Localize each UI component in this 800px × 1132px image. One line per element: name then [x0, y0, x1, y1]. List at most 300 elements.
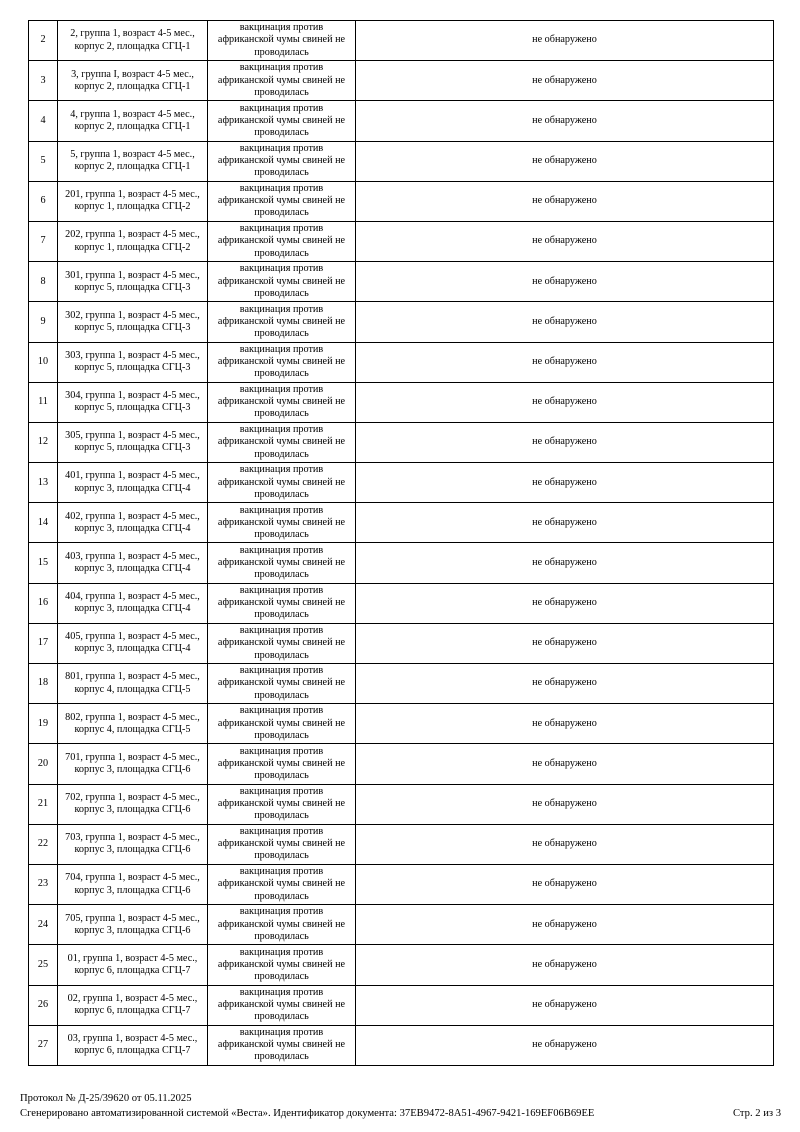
vaccination-cell-text: проводилась	[254, 810, 309, 822]
vaccination-cell-text: вакцинация против	[239, 183, 324, 195]
row-number-cell	[29, 221, 58, 261]
result-cell-text: не обнаружено	[532, 74, 597, 86]
result-cell-text: не обнаружено	[532, 878, 597, 890]
vaccination-cell	[208, 744, 356, 784]
row-number-cell-text: 21	[37, 798, 49, 810]
vaccination-cell-text: проводилась	[254, 448, 309, 460]
row-number-cell-text: 2	[40, 34, 46, 46]
vaccination-cell	[208, 985, 356, 1025]
result-cell-text: не обнаружено	[532, 958, 597, 970]
sample-name-cell-text: 303, группа 1, возраст 4-5 мес.,	[65, 349, 200, 361]
row-number-cell	[29, 543, 58, 583]
sample-name-cell-text: корпус 5, площадка СГЦ-3	[74, 442, 191, 454]
result-cell-text: не обнаружено	[532, 355, 597, 367]
result-cell-text: не обнаружено	[532, 597, 597, 609]
vaccination-cell-text: вакцинация против	[239, 464, 324, 476]
vaccination-cell-text: вакцинация против	[239, 263, 324, 275]
results-table	[28, 20, 774, 1066]
sample-name-cell-text: 403, группа 1, возраст 4-5 мес.,	[65, 550, 200, 562]
sample-name-cell-text: корпус 3, площадка СГЦ-4	[74, 482, 191, 494]
vaccination-cell-text: африканской чумы свиней не	[217, 436, 346, 448]
row-number-cell-text: 20	[37, 757, 49, 769]
vaccination-cell-text: вакцинация против	[239, 544, 324, 556]
result-cell-text: не обнаружено	[532, 677, 597, 689]
result-cell-text: не обнаружено	[532, 556, 597, 568]
vaccination-cell-text: африканской чумы свиней не	[217, 235, 346, 247]
vaccination-cell-text: проводилась	[254, 971, 309, 982]
sample-name-cell-text: корпус 3, площадка СГЦ-6	[74, 763, 191, 775]
result-cell-text: не обнаружено	[532, 396, 597, 408]
vaccination-cell-text: африканской чумы свиней не	[217, 396, 346, 408]
vaccination-cell-text: африканской чумы свиней не	[217, 114, 346, 126]
vaccination-cell-text: вакцинация против	[239, 785, 324, 797]
vaccination-cell	[208, 583, 356, 623]
result-cell	[356, 945, 774, 985]
vaccination-cell-text: проводилась	[254, 127, 309, 139]
row-number-cell-text: 13	[37, 476, 49, 488]
vaccination-cell-text: вакцинация против	[239, 826, 324, 838]
sample-name-cell-text: 02, группа 1, возраст 4-5 мес.,	[67, 992, 198, 1004]
row-number-cell	[29, 21, 58, 61]
vaccination-cell-text: вакцинация против	[239, 303, 324, 315]
table-row	[29, 181, 774, 221]
row-number-cell	[29, 302, 58, 342]
vaccination-cell	[208, 302, 356, 342]
vaccination-cell-text: африканской чумы свиней не	[217, 717, 346, 729]
sample-name-cell-text: корпус 3, площадка СГЦ-4	[74, 603, 191, 615]
vaccination-cell-text: вакцинация против	[239, 625, 324, 637]
sample-name-cell-text: 801, группа 1, возраст 4-5 мес.,	[65, 671, 200, 683]
row-number-cell	[29, 463, 58, 503]
table-row	[29, 342, 774, 382]
table-row	[29, 422, 774, 462]
vaccination-cell-text: проводилась	[254, 528, 309, 540]
result-cell	[356, 262, 774, 302]
row-number-cell-text: 17	[37, 637, 49, 649]
vaccination-cell-text: вакцинация против	[239, 343, 324, 355]
row-number-cell-text: 11	[38, 396, 48, 408]
sample-name-cell-text: 702, группа 1, возраст 4-5 мес.,	[65, 791, 200, 803]
sample-name-cell-text: корпус 6, площадка СГЦ-7	[74, 964, 191, 976]
table-row	[29, 101, 774, 141]
vaccination-cell-text: африканской чумы свиней не	[217, 597, 346, 609]
sample-name-cell	[58, 945, 208, 985]
result-cell-text: не обнаружено	[532, 717, 597, 729]
vaccination-cell-text: африканской чумы свиней не	[217, 958, 346, 970]
vaccination-cell-text: проводилась	[254, 649, 309, 661]
vaccination-cell-text: проводилась	[254, 609, 309, 621]
row-number-cell-text: 7	[40, 235, 46, 247]
vaccination-cell	[208, 463, 356, 503]
row-number-cell	[29, 985, 58, 1025]
vaccination-cell-text: вакцинация против	[239, 424, 324, 436]
vaccination-cell	[208, 181, 356, 221]
sample-name-cell	[58, 664, 208, 704]
table-row	[29, 61, 774, 101]
vaccination-cell-text: африканской чумы свиней не	[217, 155, 346, 167]
result-cell-text: не обнаружено	[532, 838, 597, 850]
table-row	[29, 704, 774, 744]
sample-name-cell	[58, 905, 208, 945]
document-identifier: Сгенерировано автоматизированной системой «Веста». Идентификатор документа: 37EB9472-8A51-4967-9421-169EF06B69EE	[20, 1108, 595, 1119]
row-number-cell	[29, 101, 58, 141]
vaccination-cell-text: проводилась	[254, 729, 309, 741]
sample-name-cell-text: корпус 5, площадка СГЦ-3	[74, 321, 191, 333]
vaccination-cell	[208, 21, 356, 61]
vaccination-cell-text: африканской чумы свиней не	[217, 315, 346, 327]
table-row	[29, 302, 774, 342]
sample-name-cell	[58, 744, 208, 784]
result-cell	[356, 503, 774, 543]
vaccination-cell-text: проводилась	[254, 167, 309, 179]
sample-name-cell	[58, 101, 208, 141]
row-number-cell-text: 24	[37, 918, 49, 930]
table-row	[29, 824, 774, 864]
vaccination-cell	[208, 945, 356, 985]
vaccination-cell-text: африканской чумы свиней не	[217, 1039, 346, 1051]
row-number-cell-text: 16	[37, 597, 49, 609]
vaccination-cell-text: африканской чумы свиней не	[217, 677, 346, 689]
sample-name-cell-text: корпус 5, площадка СГЦ-3	[74, 362, 191, 374]
sample-name-cell	[58, 543, 208, 583]
table-row	[29, 543, 774, 583]
result-cell-text: не обнаружено	[532, 998, 597, 1010]
sample-name-cell	[58, 583, 208, 623]
table-row	[29, 21, 774, 61]
sample-name-cell-text: 404, группа 1, возраст 4-5 мес.,	[65, 591, 200, 603]
protocol-number: Протокол № Д-25/39620 от 05.11.2025	[20, 1093, 192, 1104]
vaccination-cell-text: проводилась	[254, 207, 309, 219]
row-number-cell-text: 12	[37, 436, 49, 448]
vaccination-cell-text: вакцинация против	[239, 142, 324, 154]
row-number-cell	[29, 262, 58, 302]
sample-name-cell-text: корпус 6, площадка СГЦ-7	[74, 1005, 191, 1017]
vaccination-cell-text: африканской чумы свиней не	[217, 195, 346, 207]
sample-name-cell-text: корпус 3, площадка СГЦ-6	[74, 804, 191, 816]
vaccination-cell-text: африканской чумы свиней не	[217, 838, 346, 850]
vaccination-cell-text: проводилась	[254, 930, 309, 942]
row-number-cell	[29, 744, 58, 784]
table-row	[29, 382, 774, 422]
vaccination-cell-text: проводилась	[254, 328, 309, 339]
results-table-body	[29, 21, 774, 1066]
vaccination-cell-text: проводилась	[254, 1011, 309, 1023]
row-number-cell	[29, 664, 58, 704]
row-number-cell-text: 10	[37, 355, 49, 367]
result-cell	[356, 101, 774, 141]
vaccination-cell-text: проводилась	[254, 488, 309, 500]
vaccination-cell-text: африканской чумы свиней не	[217, 637, 346, 649]
page-number: Стр. 2 из 3	[732, 1108, 781, 1119]
sample-name-cell	[58, 382, 208, 422]
result-cell-text: не обнаружено	[532, 195, 597, 207]
row-number-cell-text: 15	[37, 556, 49, 568]
sample-name-cell	[58, 704, 208, 744]
vaccination-cell	[208, 422, 356, 462]
vaccination-cell	[208, 221, 356, 261]
vaccination-cell	[208, 101, 356, 141]
row-number-cell-text: 23	[37, 878, 49, 890]
vaccination-cell	[208, 664, 356, 704]
sample-name-cell-text: 802, группа 1, возраст 4-5 мес.,	[65, 711, 200, 723]
table-row	[29, 784, 774, 824]
result-cell	[356, 422, 774, 462]
vaccination-cell	[208, 784, 356, 824]
row-number-cell-text: 18	[37, 677, 49, 689]
vaccination-cell-text: вакцинация против	[239, 866, 324, 878]
sample-name-cell	[58, 181, 208, 221]
table-row	[29, 1025, 774, 1065]
vaccination-cell-text: вакцинация против	[239, 383, 324, 395]
sample-name-cell-text: 5, группа 1, возраст 4-5 мес.,	[70, 148, 195, 160]
generated-footer	[20, 1108, 781, 1119]
sample-name-cell-text: 301, группа 1, возраст 4-5 мес.,	[65, 269, 200, 281]
row-number-cell	[29, 503, 58, 543]
vaccination-cell-text: проводилась	[254, 287, 309, 299]
sample-name-cell-text: корпус 3, площадка СГЦ-6	[74, 884, 191, 896]
result-cell-text: не обнаружено	[532, 155, 597, 167]
sample-name-cell	[58, 342, 208, 382]
row-number-cell-text: 9	[40, 315, 46, 327]
result-cell	[356, 583, 774, 623]
result-cell	[356, 543, 774, 583]
vaccination-cell	[208, 342, 356, 382]
vaccination-cell-text: африканской чумы свиней не	[217, 516, 346, 528]
result-cell	[356, 21, 774, 61]
vaccination-cell	[208, 704, 356, 744]
table-row	[29, 503, 774, 543]
row-number-cell	[29, 623, 58, 663]
sample-name-cell-text: 401, группа 1, возраст 4-5 мес.,	[65, 470, 200, 482]
row-number-cell-text: 25	[37, 958, 49, 970]
sample-name-cell	[58, 1025, 208, 1065]
vaccination-cell-text: проводилась	[254, 569, 309, 581]
row-number-cell-text: 4	[40, 114, 46, 126]
vaccination-cell-text: проводилась	[254, 86, 309, 98]
sample-name-cell-text: 701, группа 1, возраст 4-5 мес.,	[65, 751, 200, 763]
vaccination-cell-text: африканской чумы свиней не	[217, 556, 346, 568]
sample-name-cell-text: корпус 2, площадка СГЦ-1	[74, 120, 191, 132]
vaccination-cell-text: вакцинация против	[239, 584, 324, 596]
sample-name-cell-text: 01, группа 1, возраст 4-5 мес.,	[67, 952, 198, 964]
vaccination-cell-text: африканской чумы свиней не	[217, 476, 346, 488]
vaccination-cell-text: африканской чумы свиней не	[217, 34, 346, 46]
vaccination-cell-text: африканской чумы свиней не	[217, 275, 346, 287]
result-cell	[356, 302, 774, 342]
vaccination-cell-text: вакцинация против	[239, 705, 324, 717]
row-number-cell	[29, 784, 58, 824]
vaccination-cell-text: проводилась	[254, 408, 309, 420]
vaccination-cell-text: проводилась	[254, 247, 309, 259]
row-number-cell	[29, 61, 58, 101]
row-number-cell-text: 3	[40, 74, 46, 86]
row-number-cell	[29, 704, 58, 744]
sample-name-cell-text: корпус 1, площадка СГЦ-2	[74, 201, 191, 213]
vaccination-cell	[208, 503, 356, 543]
sample-name-cell	[58, 864, 208, 904]
sample-name-cell-text: корпус 3, площадка СГЦ-6	[74, 924, 191, 936]
vaccination-cell	[208, 864, 356, 904]
vaccination-cell-text: вакцинация против	[239, 986, 324, 998]
table-row	[29, 945, 774, 985]
sample-name-cell-text: 705, группа 1, возраст 4-5 мес.,	[65, 912, 200, 924]
result-cell	[356, 985, 774, 1025]
vaccination-cell-text: проводилась	[254, 1051, 309, 1063]
sample-name-cell-text: корпус 2, площадка СГЦ-1	[74, 161, 191, 173]
sample-name-cell-text: 704, группа 1, возраст 4-5 мес.,	[65, 872, 200, 884]
row-number-cell	[29, 905, 58, 945]
vaccination-cell-text: африканской чумы свиней не	[217, 878, 346, 890]
sample-name-cell-text: 201, группа 1, возраст 4-5 мес.,	[65, 189, 200, 201]
row-number-cell-text: 5	[40, 155, 46, 167]
vaccination-cell	[208, 1025, 356, 1065]
row-number-cell	[29, 141, 58, 181]
sample-name-cell-text: корпус 1, площадка СГЦ-2	[74, 241, 191, 253]
vaccination-cell-text: вакцинация против	[239, 946, 324, 958]
table-row	[29, 141, 774, 181]
sample-name-cell	[58, 221, 208, 261]
vaccination-cell-text: проводилась	[254, 46, 309, 58]
sample-name-cell-text: 302, группа 1, возраст 4-5 мес.,	[65, 309, 200, 321]
result-cell	[356, 61, 774, 101]
result-cell	[356, 141, 774, 181]
sample-name-cell-text: корпус 2, площадка СГЦ-1	[74, 40, 191, 52]
vaccination-cell-text: вакцинация против	[239, 906, 324, 918]
vaccination-cell-text: африканской чумы свиней не	[217, 74, 346, 86]
result-cell-text: не обнаружено	[532, 1039, 597, 1051]
table-row	[29, 262, 774, 302]
vaccination-cell-text: проводилась	[254, 368, 309, 380]
vaccination-cell-text: проводилась	[254, 850, 309, 862]
result-cell	[356, 905, 774, 945]
sample-name-cell-text: 4, группа 1, возраст 4-5 мес.,	[70, 108, 195, 120]
sample-name-cell	[58, 784, 208, 824]
result-cell-text: не обнаружено	[532, 436, 597, 448]
vaccination-cell-text: вакцинация против	[239, 665, 324, 677]
sample-name-cell-text: 2, группа 1, возраст 4-5 мес.,	[70, 28, 195, 40]
sample-name-cell	[58, 61, 208, 101]
result-cell-text: не обнаружено	[532, 516, 597, 528]
sample-name-cell-text: корпус 5, площадка СГЦ-3	[74, 402, 191, 414]
vaccination-cell	[208, 543, 356, 583]
row-number-cell	[29, 382, 58, 422]
row-number-cell	[29, 945, 58, 985]
vaccination-cell-text: вакцинация против	[239, 102, 324, 114]
result-cell	[356, 664, 774, 704]
row-number-cell-text: 22	[37, 838, 49, 850]
sample-name-cell	[58, 262, 208, 302]
vaccination-cell-text: африканской чумы свиней не	[217, 998, 346, 1010]
sample-name-cell-text: корпус 6, площадка СГЦ-7	[74, 1045, 191, 1057]
result-cell	[356, 342, 774, 382]
sample-name-cell-text: 03, группа 1, возраст 4-5 мес.,	[67, 1033, 198, 1045]
sample-name-cell	[58, 422, 208, 462]
result-cell-text: не обнаружено	[532, 798, 597, 810]
sample-name-cell-text: 305, группа 1, возраст 4-5 мес.,	[65, 430, 200, 442]
result-cell-text: не обнаружено	[532, 918, 597, 930]
result-cell	[356, 784, 774, 824]
sample-name-cell-text: 3, группа I, возраст 4-5 мес.,	[71, 68, 194, 80]
row-number-cell	[29, 583, 58, 623]
result-cell	[356, 181, 774, 221]
result-cell-text: не обнаружено	[532, 114, 597, 126]
sample-name-cell	[58, 824, 208, 864]
result-cell-text: не обнаружено	[532, 637, 597, 649]
result-cell-text: не обнаружено	[532, 476, 597, 488]
table-row	[29, 905, 774, 945]
sample-name-cell	[58, 503, 208, 543]
sample-name-cell-text: корпус 4, площадка СГЦ-5	[74, 683, 191, 695]
result-cell	[356, 623, 774, 663]
result-cell	[356, 704, 774, 744]
row-number-cell	[29, 181, 58, 221]
vaccination-cell-text: вакцинация против	[239, 22, 324, 34]
vaccination-cell-text: вакцинация против	[239, 1026, 324, 1038]
vaccination-cell-text: проводилась	[254, 689, 309, 701]
vaccination-cell-text: африканской чумы свиней не	[217, 355, 346, 367]
sample-name-cell	[58, 985, 208, 1025]
row-number-cell-text: 26	[37, 998, 49, 1010]
vaccination-cell	[208, 61, 356, 101]
sample-name-cell-text: 202, группа 1, возраст 4-5 мес.,	[65, 229, 200, 241]
result-cell	[356, 382, 774, 422]
result-cell-text: не обнаружено	[532, 757, 597, 769]
table-row	[29, 864, 774, 904]
vaccination-cell	[208, 262, 356, 302]
table-row	[29, 583, 774, 623]
row-number-cell-text: 19	[37, 717, 49, 729]
row-number-cell-text: 14	[37, 516, 49, 528]
row-number-cell	[29, 342, 58, 382]
vaccination-cell-text: вакцинация против	[239, 745, 324, 757]
vaccination-cell-text: африканской чумы свиней не	[217, 798, 346, 810]
result-cell	[356, 864, 774, 904]
row-number-cell	[29, 864, 58, 904]
table-row	[29, 985, 774, 1025]
row-number-cell	[29, 1025, 58, 1065]
sample-name-cell-text: 405, группа 1, возраст 4-5 мес.,	[65, 631, 200, 643]
vaccination-cell-text: африканской чумы свиней не	[217, 918, 346, 930]
sample-name-cell	[58, 141, 208, 181]
result-cell-text: не обнаружено	[532, 275, 597, 287]
vaccination-cell	[208, 382, 356, 422]
vaccination-cell-text: вакцинация против	[239, 62, 324, 74]
result-cell	[356, 463, 774, 503]
vaccination-cell-text: проводилась	[254, 890, 309, 902]
table-row	[29, 623, 774, 663]
vaccination-cell-text: проводилась	[254, 770, 309, 782]
sample-name-cell-text: 304, группа 1, возраст 4-5 мес.,	[65, 390, 200, 402]
vaccination-cell	[208, 905, 356, 945]
sample-name-cell-text: 402, группа 1, возраст 4-5 мес.,	[65, 510, 200, 522]
sample-name-cell	[58, 623, 208, 663]
sample-name-cell-text: корпус 3, площадка СГЦ-4	[74, 563, 191, 575]
vaccination-cell-text: африканской чумы свиней не	[217, 757, 346, 769]
vaccination-cell	[208, 623, 356, 663]
row-number-cell	[29, 422, 58, 462]
vaccination-cell-text: вакцинация против	[239, 223, 324, 235]
sample-name-cell	[58, 463, 208, 503]
result-cell-text: не обнаружено	[532, 34, 597, 46]
result-cell	[356, 744, 774, 784]
protocol-footer	[20, 1093, 192, 1104]
sample-name-cell-text: корпус 4, площадка СГЦ-5	[74, 723, 191, 735]
table-row	[29, 744, 774, 784]
sample-name-cell-text: корпус 3, площадка СГЦ-6	[74, 844, 191, 856]
vaccination-cell-text: вакцинация против	[239, 504, 324, 516]
row-number-cell-text: 6	[40, 195, 46, 207]
table-row	[29, 664, 774, 704]
